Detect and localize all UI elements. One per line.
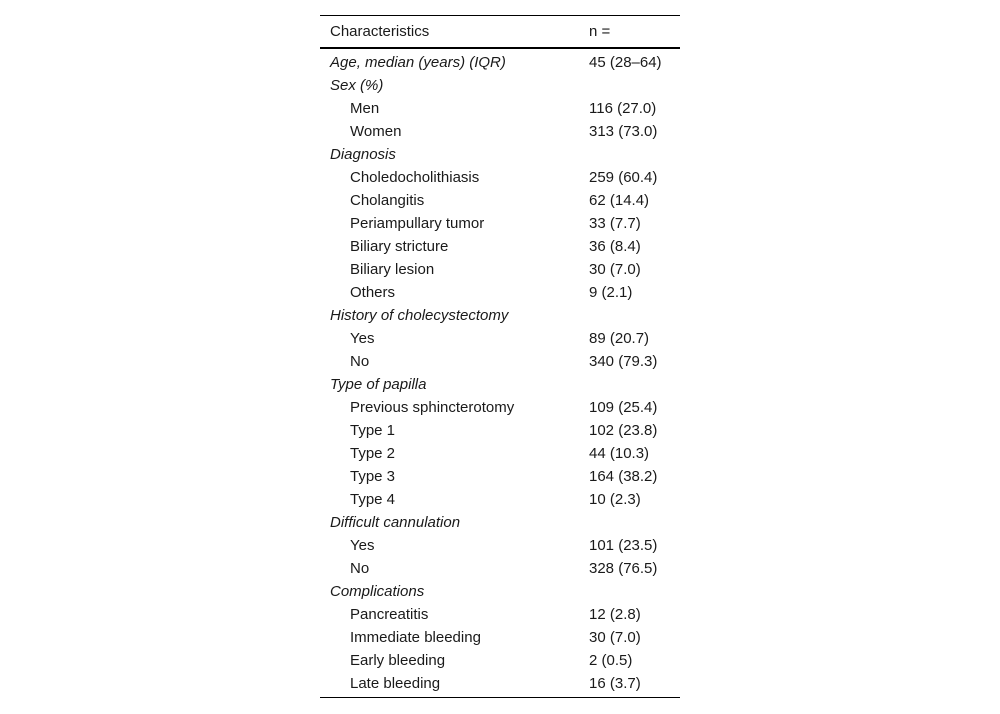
category-label: Sex (%): [330, 77, 384, 94]
category-label: Age, median (years) (IQR): [330, 54, 506, 71]
row-value: [589, 511, 680, 534]
row-value: 101 (23.5): [589, 537, 658, 554]
category-label: Type of papilla: [330, 376, 427, 393]
table-row: [320, 281, 680, 304]
row-value: 328 (76.5): [589, 560, 658, 577]
table-row: [320, 327, 680, 350]
table-row: [320, 649, 680, 672]
category-row: [320, 48, 680, 74]
row-value: 102 (23.8): [589, 422, 658, 439]
row-value: 44 (10.3): [589, 445, 650, 462]
row-value: 116 (27.0): [589, 100, 657, 117]
category-row: [320, 304, 680, 327]
row-label: Early bleeding: [350, 652, 446, 669]
row-label: Type 2: [350, 445, 396, 462]
characteristics-table: [320, 15, 680, 698]
category-row: [320, 373, 680, 396]
row-value: 259 (60.4): [589, 169, 658, 186]
category-row: [320, 511, 680, 534]
row-label: Biliary stricture: [350, 238, 449, 255]
row-value: 36 (8.4): [589, 238, 641, 255]
row-value: 30 (7.0): [589, 629, 641, 646]
row-value: 62 (14.4): [589, 192, 650, 209]
table-row: [320, 166, 680, 189]
table-body: [320, 48, 680, 698]
row-value: 9 (2.1): [589, 284, 633, 301]
row-value: 313 (73.0): [589, 123, 658, 140]
row-value: 10 (2.3): [589, 491, 641, 508]
table-row: [320, 212, 680, 235]
row-label: Previous sphincterotomy: [350, 399, 515, 416]
row-label: Type 4: [350, 491, 396, 508]
category-label: Complications: [330, 583, 425, 600]
row-value: 2 (0.5): [589, 652, 633, 669]
row-value: 30 (7.0): [589, 261, 641, 278]
table-row: [320, 189, 680, 212]
row-value: 109 (25.4): [589, 399, 658, 416]
table-row: [320, 419, 680, 442]
category-row: [320, 143, 680, 166]
category-label: History of cholecystectomy: [330, 307, 509, 324]
row-label: Men: [350, 100, 380, 117]
table-row: [320, 557, 680, 580]
row-label: Women: [350, 123, 402, 140]
table-row: [320, 672, 680, 698]
row-label: Type 3: [350, 468, 396, 485]
row-label: Choledocholithiasis: [350, 169, 480, 186]
table-row: [320, 396, 680, 419]
table-row: [320, 534, 680, 557]
row-label: No: [350, 560, 370, 577]
row-label: Periampullary tumor: [350, 215, 485, 232]
table-row: [320, 603, 680, 626]
table-row: [320, 442, 680, 465]
row-value: [589, 580, 680, 603]
row-label: Cholangitis: [350, 192, 425, 209]
row-value: 12 (2.8): [589, 606, 641, 623]
row-value: [589, 304, 680, 327]
table-row: [320, 235, 680, 258]
category-row: [320, 580, 680, 603]
table-row: [320, 258, 680, 281]
category-label: Diagnosis: [330, 146, 396, 163]
row-value: [589, 74, 680, 97]
row-value: 33 (7.7): [589, 215, 641, 232]
row-label: Yes: [350, 330, 375, 347]
header-characteristics: Characteristics: [330, 23, 430, 40]
table-header: [320, 16, 680, 49]
row-value: 164 (38.2): [589, 468, 658, 485]
row-value: 16 (3.7): [589, 675, 641, 692]
row-label: Type 1: [350, 422, 396, 439]
row-label: No: [350, 353, 370, 370]
table-row: [320, 97, 680, 120]
row-label: Late bleeding: [350, 675, 441, 692]
row-value: 45 (28–64): [589, 54, 662, 71]
row-label: Biliary lesion: [350, 261, 435, 278]
row-label: Yes: [350, 537, 375, 554]
header-n: n =: [589, 23, 611, 40]
table-row: [320, 350, 680, 373]
row-label: Others: [350, 284, 396, 301]
category-row: [320, 74, 680, 97]
row-label: Immediate bleeding: [350, 629, 481, 646]
row-label: Pancreatitis: [350, 606, 429, 623]
table-row: [320, 626, 680, 649]
row-value: 89 (20.7): [589, 330, 650, 347]
row-value: [589, 373, 680, 396]
table-row: [320, 488, 680, 511]
row-value: 340 (79.3): [589, 353, 658, 370]
table-row: [320, 120, 680, 143]
category-label: Difficult cannulation: [330, 514, 461, 531]
row-value: [589, 143, 680, 166]
characteristics-table-container: [320, 15, 680, 698]
header-row: [320, 16, 680, 49]
table-row: [320, 465, 680, 488]
